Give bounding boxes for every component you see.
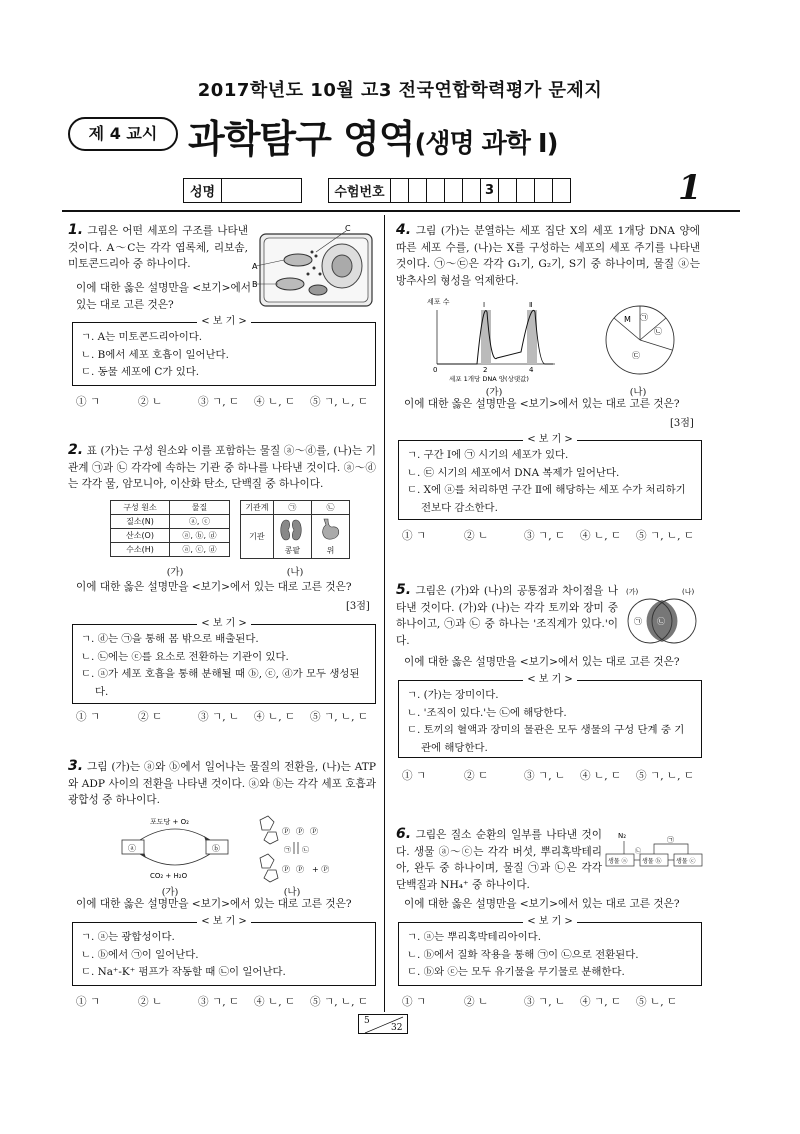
page-number: 1 bbox=[678, 168, 702, 208]
phosphate: Ⓟ bbox=[310, 827, 318, 836]
arrow-label-2: ㉡ bbox=[302, 846, 309, 854]
choice-4[interactable]: ④ ㄴ, ㄷ bbox=[580, 770, 622, 782]
tick-label: 2 bbox=[483, 366, 488, 374]
choice-3[interactable]: ③ ㄱ, ㄷ bbox=[524, 530, 566, 542]
table-cell: ⓐ, ⓒ, ⓓ bbox=[169, 543, 229, 557]
tick-label: 0 bbox=[433, 366, 438, 374]
header-rule bbox=[62, 210, 740, 212]
table-cell: ⓐ, ⓑ, ⓓ bbox=[169, 529, 229, 543]
choice-4[interactable]: ④ ㄴ, ㄷ bbox=[254, 396, 296, 408]
caption-ga: (가) bbox=[485, 387, 503, 398]
organ-label: 위 bbox=[326, 546, 335, 555]
exam-number-cell[interactable] bbox=[409, 179, 427, 203]
bogi-title: < 보 기 > bbox=[197, 916, 251, 927]
organ-label: 콩팥 bbox=[284, 546, 301, 555]
bogi-item: ㄴ. ㉢ 시기의 세포에서 DNA 복제가 일어난다. bbox=[407, 466, 620, 479]
exam-number-label: 수험번호 bbox=[329, 179, 391, 203]
bogi-item: ㄱ. ⓐ는 뿌리혹박테리아이다. bbox=[407, 931, 542, 943]
exam-number-cell[interactable] bbox=[517, 179, 535, 203]
phosphate: Ⓟ bbox=[282, 827, 290, 836]
choice-4[interactable]: ④ ㄱ, ㄷ bbox=[580, 996, 622, 1008]
choice-3[interactable]: ③ ㄱ, ㄴ bbox=[198, 711, 240, 723]
table-cell: 수소(H) bbox=[111, 543, 170, 557]
venn-diagram bbox=[620, 582, 704, 648]
dna-distribution-chart bbox=[415, 292, 565, 384]
process-b: ⓑ bbox=[212, 844, 220, 853]
question-5 bbox=[396, 582, 618, 649]
caption-ga: (가) bbox=[161, 887, 179, 898]
bogi-box bbox=[398, 434, 702, 520]
question-text: 그림은 (가)와 (나)의 공통점과 차이점을 나타낸 것이다. (가)와 (나)는 각각 토끼와 장미 중 하나이고, ㉠과 ㉡ 중 하나는 '조직계가 있다.'이다. bbox=[396, 585, 618, 647]
bogi-item: ㄷ. X에 ⓐ를 처리하면 구간 Ⅱ에 해당하는 세포 수가 처리하기 전보다 감소한다. bbox=[407, 484, 686, 514]
exam-number-cell[interactable] bbox=[463, 179, 481, 203]
organ-cell bbox=[273, 515, 311, 559]
name-field[interactable] bbox=[222, 179, 302, 203]
choice-1[interactable]: ① ㄱ bbox=[76, 396, 101, 408]
points-label: [3점] bbox=[346, 601, 370, 612]
organism-a: 생물 ⓐ bbox=[608, 858, 628, 865]
choice-5[interactable]: ⑤ ㄱ, ㄴ, ㄷ bbox=[636, 530, 695, 542]
bogi-title: < 보 기 > bbox=[523, 674, 577, 685]
table-cell: 산소(O) bbox=[111, 529, 170, 543]
choice-1[interactable]: ① ㄱ bbox=[76, 996, 101, 1008]
table-cell: 질소(N) bbox=[111, 515, 170, 529]
choice-3[interactable]: ③ ㄱ, ㄷ bbox=[198, 996, 240, 1008]
co2-label: CO₂ + H₂O bbox=[150, 872, 188, 880]
question-3 bbox=[68, 758, 376, 809]
total-pages: 32 bbox=[391, 1023, 403, 1033]
process-a: ⓐ bbox=[128, 844, 136, 853]
choice-2[interactable]: ② ㄴ bbox=[464, 530, 489, 542]
subject-title bbox=[188, 108, 558, 163]
choice-2[interactable]: ② ㄴ bbox=[138, 996, 163, 1008]
question-text: 그림 (가)는 분열하는 세포 집단 X의 세포 1개당 DNA 양에 따른 세포 수를, (나)는 X를 구성하는 세포의 세포 주기를 나타낸 것이다. ㉠～㉢은 각각 G₁기, G₂기, S기 중 하나이며, 물질 ⓐ는 방추사의 형성을 억제한다. bbox=[396, 225, 700, 287]
bogi-box bbox=[72, 916, 376, 986]
choice-1[interactable]: ① ㄱ bbox=[402, 770, 427, 782]
choice-4[interactable]: ④ ㄴ, ㄷ bbox=[254, 996, 296, 1008]
bogi-item: ㄴ. B에서 세포 호흡이 일어난다. bbox=[81, 348, 229, 361]
bogi-box bbox=[398, 674, 702, 758]
table-header: ㉠ bbox=[273, 501, 311, 515]
kidney-icon bbox=[278, 517, 306, 543]
free-phosphate: + Ⓟ bbox=[312, 865, 330, 874]
caption-ga: (가) bbox=[166, 567, 184, 578]
answer-choices bbox=[402, 528, 694, 543]
choice-5[interactable]: ⑤ ㄴ, ㄷ bbox=[636, 996, 678, 1008]
table-ga bbox=[110, 500, 230, 557]
exam-title: 2017학년도 10월 고3 전국연합학력평가 문제지 bbox=[197, 80, 603, 101]
caption-na: (나) bbox=[629, 387, 647, 398]
question-prompt: 이에 대한 옳은 설명만을 <보기>에서 있는 대로 고른 것은? bbox=[404, 656, 680, 668]
plant-cell-diagram bbox=[250, 222, 380, 310]
question-number: 6. bbox=[396, 826, 412, 842]
question-number: 5. bbox=[396, 582, 412, 598]
arrow-label-1: ㉠ bbox=[284, 846, 291, 854]
bogi-item: ㄴ. ⓑ에서 질화 작용을 통해 ㉠이 ㉡으로 전환된다. bbox=[407, 948, 639, 961]
phase-1: ㉠ bbox=[640, 313, 648, 322]
glucose-label: 포도당 + O₂ bbox=[150, 818, 189, 826]
bogi-title: < 보 기 > bbox=[197, 618, 251, 629]
question-prompt: 이에 대한 옳은 설명만을 <보기>에서 있는 대로 고른 것은? bbox=[404, 398, 680, 410]
interval-1-label: Ⅰ bbox=[483, 301, 486, 309]
phase-2: ㉡ bbox=[654, 327, 662, 336]
caption-na: (나) bbox=[283, 887, 301, 898]
bogi-box bbox=[72, 316, 376, 386]
organism-c: 생물 ⓒ bbox=[676, 858, 696, 865]
question-number: 3. bbox=[68, 758, 84, 774]
phosphate: Ⓟ bbox=[296, 827, 304, 836]
question-text: 그림 (가)는 ⓐ와 ⓑ에서 일어나는 물질의 전환을, (나)는 ATP와 ADP 사이의 전환을 나타낸 것이다. ⓐ와 ⓑ는 각각 세포 호흡과 광합성 중 하나이다. bbox=[68, 761, 376, 806]
choice-5[interactable]: ⑤ ㄱ, ㄴ, ㄷ bbox=[310, 996, 369, 1008]
table-row-label: 기관 bbox=[241, 515, 274, 559]
question-text: 그림은 어떤 세포의 구조를 나타낸 것이다. A～C는 각각 엽록체, 리보솜, 미토콘드리아 중 하나이다. bbox=[68, 225, 248, 270]
answer-choices bbox=[402, 994, 677, 1009]
bogi-item: ㄱ. ⓓ는 ㉠을 통해 몸 밖으로 배출된다. bbox=[81, 633, 259, 645]
set-ga-label: (가) bbox=[626, 588, 639, 596]
phosphate: Ⓟ bbox=[282, 865, 290, 874]
atp-adp-diagram bbox=[250, 812, 370, 884]
organism-b: 생물 ⓑ bbox=[642, 858, 662, 865]
name-label: 성명 bbox=[184, 179, 222, 203]
table-na bbox=[240, 500, 350, 559]
subject-main: 과학탐구 영역 bbox=[188, 117, 415, 161]
answer-choices bbox=[76, 394, 368, 409]
caption-na: (나) bbox=[286, 567, 304, 578]
exam-number-cell[interactable] bbox=[391, 179, 409, 203]
substance-2: ㉡ bbox=[635, 848, 642, 855]
question-prompt: 이에 대한 옳은 설명만을 <보기>에서 있는 대로 고른 것은? bbox=[76, 282, 251, 311]
bogi-item: ㄱ. A는 미토콘드리아이다. bbox=[81, 331, 203, 343]
exam-number-cell[interactable] bbox=[445, 179, 463, 203]
table-header: 구성 원소 bbox=[111, 501, 170, 515]
page-counter bbox=[358, 1014, 408, 1034]
organ-cell bbox=[311, 515, 349, 559]
choice-2[interactable]: ② ㄷ bbox=[138, 711, 163, 723]
exam-number-cell[interactable] bbox=[499, 179, 517, 203]
bogi-item: ㄷ. ⓑ와 ⓒ는 모두 유기물을 무기물로 분해한다. bbox=[407, 966, 625, 978]
question-number: 2. bbox=[68, 442, 84, 458]
period-badge: 제 4 교시 bbox=[68, 117, 178, 151]
question-6 bbox=[396, 826, 602, 893]
column-divider bbox=[384, 215, 385, 1012]
exam-number-digit: 3 bbox=[481, 179, 499, 203]
bogi-item: ㄴ. ⓑ에서 ㉠이 일어난다. bbox=[81, 948, 199, 961]
bogi-item: ㄱ. ⓐ는 광합성이다. bbox=[81, 931, 175, 943]
question-number: 1. bbox=[68, 222, 84, 238]
region-2: ㉡ bbox=[657, 617, 665, 626]
label-b: B bbox=[252, 280, 258, 289]
phase-3: ㉢ bbox=[632, 351, 640, 360]
interval-2-label: Ⅱ bbox=[529, 301, 533, 309]
bogi-item: ㄷ. ⓐ가 세포 호흡을 통해 분해될 때 ⓑ, ⓒ, ⓓ가 모두 생성된다. bbox=[81, 668, 360, 698]
choice-3[interactable]: ③ ㄱ, ㄴ bbox=[524, 770, 566, 782]
label-c: C bbox=[345, 224, 351, 233]
choice-2[interactable]: ② ㄷ bbox=[464, 770, 489, 782]
choice-5[interactable]: ⑤ ㄱ, ㄴ, ㄷ bbox=[310, 396, 369, 408]
exam-number-cell[interactable] bbox=[535, 179, 553, 203]
points-label: [3점] bbox=[670, 418, 694, 429]
table-header: 물질 bbox=[169, 501, 229, 515]
metabolism-diagram bbox=[110, 812, 240, 884]
bogi-box bbox=[72, 618, 376, 704]
subject-sub: (생명 과학 Ⅰ) bbox=[414, 129, 558, 159]
exam-number-box bbox=[328, 178, 571, 203]
name-box bbox=[183, 178, 302, 203]
phosphate: Ⓟ bbox=[296, 865, 304, 874]
question-prompt: 이에 대한 옳은 설명만을 <보기>에서 있는 대로 고른 것은? bbox=[404, 898, 680, 910]
choice-1[interactable]: ① ㄱ bbox=[402, 530, 427, 542]
region-1: ㉠ bbox=[634, 617, 642, 626]
answer-choices bbox=[76, 994, 368, 1009]
bogi-box bbox=[398, 916, 702, 986]
bogi-title: < 보 기 > bbox=[523, 434, 577, 445]
question-1 bbox=[68, 222, 248, 273]
answer-choices bbox=[76, 709, 368, 724]
current-page: 5 bbox=[364, 1016, 370, 1026]
substance-1: ㉠ bbox=[667, 836, 674, 844]
choice-1[interactable]: ① ㄱ bbox=[402, 996, 427, 1008]
choice-4[interactable]: ④ ㄴ, ㄷ bbox=[580, 530, 622, 542]
exam-number-cell[interactable] bbox=[553, 179, 571, 203]
y-axis-label: 세포 수 bbox=[427, 298, 450, 306]
question-2 bbox=[68, 442, 376, 493]
choice-5[interactable]: ⑤ ㄱ, ㄴ, ㄷ bbox=[310, 711, 369, 723]
choice-1[interactable]: ① ㄱ bbox=[76, 711, 101, 723]
x-axis-label: 세포 1개당 DNA 양(상댓값) bbox=[449, 375, 529, 383]
bogi-item: ㄴ. ㉡에는 ⓒ를 요소로 전환하는 기관이 있다. bbox=[81, 650, 289, 663]
nitrogen-cycle-diagram bbox=[604, 826, 704, 874]
choice-3[interactable]: ③ ㄱ, ㄴ bbox=[524, 996, 566, 1008]
question-text: 표 (가)는 구성 원소와 이를 포함하는 물질 ⓐ～ⓓ를, (나)는 기관계 ㉠과 ㉡ 각각에 속하는 기관 중 하나를 나타낸 것이다. ⓐ～ⓓ는 각각 물, 암모니아, 이산화 탄소, 단백질 중 하나이다. bbox=[68, 445, 376, 490]
label-a: A bbox=[252, 262, 258, 271]
bogi-item: ㄷ. 토끼의 혈액과 장미의 물관은 모두 생물의 구성 단계 중 기관에 해당한다. bbox=[407, 724, 685, 754]
phase-m: M bbox=[624, 315, 631, 324]
question-4 bbox=[396, 222, 700, 289]
bogi-item: ㄱ. (가)는 장미이다. bbox=[407, 689, 499, 701]
stomach-icon bbox=[316, 517, 344, 543]
n2-label: N₂ bbox=[618, 832, 627, 840]
bogi-title: < 보 기 > bbox=[523, 916, 577, 927]
set-na-label: (나) bbox=[682, 588, 695, 596]
question-prompt: 이에 대한 옳은 설명만을 <보기>에서 있는 대로 고른 것은? bbox=[76, 581, 352, 593]
exam-number-cell[interactable] bbox=[427, 179, 445, 203]
choice-2[interactable]: ② ㄴ bbox=[464, 996, 489, 1008]
bogi-item: ㄴ. '조직이 있다.'는 ㉡에 해당한다. bbox=[407, 706, 567, 719]
table-header: ㉡ bbox=[311, 501, 349, 515]
bogi-title: < 보 기 > bbox=[197, 316, 251, 327]
table-cell: ⓐ, ⓒ bbox=[169, 515, 229, 529]
answer-choices bbox=[402, 768, 694, 783]
bogi-item: ㄷ. 동물 세포에 C가 있다. bbox=[81, 366, 200, 378]
bogi-item: ㄱ. 구간 Ⅰ에 ㉠ 시기의 세포가 있다. bbox=[407, 449, 569, 461]
tick-label: 4 bbox=[529, 366, 534, 374]
question-prompt: 이에 대한 옳은 설명만을 <보기>에서 있는 대로 고른 것은? bbox=[76, 898, 352, 910]
cell-cycle-pie bbox=[600, 300, 680, 380]
question-text: 그림은 질소 순환의 일부를 나타낸 것이다. 생물 ⓐ～ⓒ는 각각 버섯, 뿌리혹박테리아, 완두 중 하나이며, 물질 ㉠과 ㉡은 각각 단백질과 NH₄⁺ 중 하나이다. bbox=[396, 829, 603, 891]
table-header: 기관계 bbox=[241, 501, 274, 515]
choice-3[interactable]: ③ ㄱ, ㄷ bbox=[198, 396, 240, 408]
choice-5[interactable]: ⑤ ㄱ, ㄴ, ㄷ bbox=[636, 770, 695, 782]
question-number: 4. bbox=[396, 222, 412, 238]
choice-2[interactable]: ② ㄴ bbox=[138, 396, 163, 408]
bogi-item: ㄷ. Na⁺-K⁺ 펌프가 작동할 때 ㉡이 일어난다. bbox=[81, 966, 286, 978]
choice-4[interactable]: ④ ㄴ, ㄷ bbox=[254, 711, 296, 723]
